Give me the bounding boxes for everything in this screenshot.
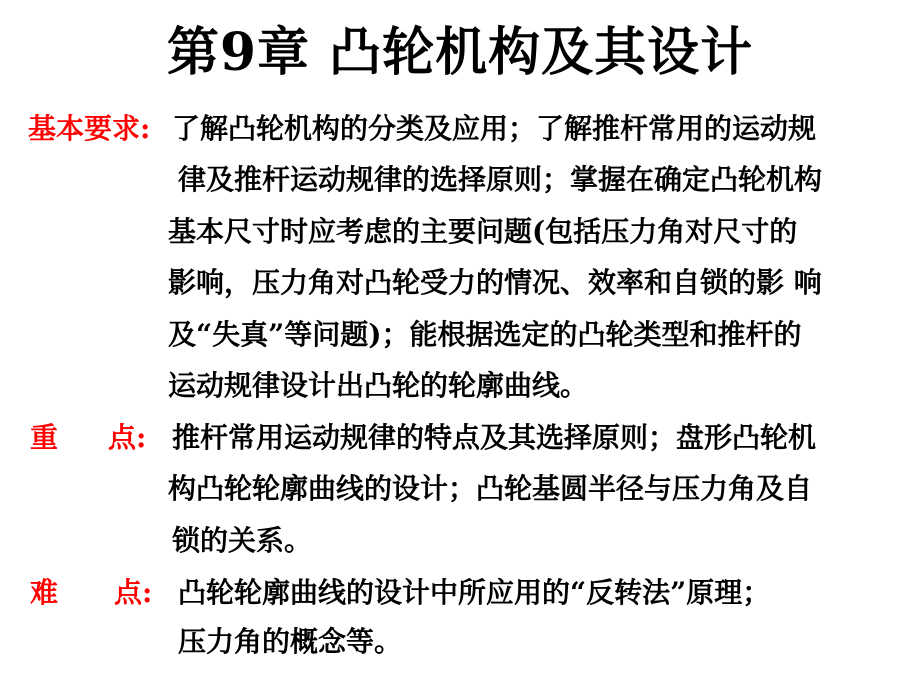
difficulties-line-2: 压力角的概念等。 (178, 625, 403, 658)
slide-title: 第9章 凸轮机构及其设计 (166, 22, 754, 83)
difficulties-label-char2: 点: (114, 576, 153, 609)
key-points-label-char1: 重 (30, 421, 59, 454)
requirements-line-4: 影响，压力角对凸轮受力的情况、效率和自锁的影 响 (168, 266, 822, 299)
key-points-line-1: 推杆常用运动规律的特点及其选择原则；盘形凸轮机 (172, 421, 817, 454)
requirements-line-6: 运动规律设计出凸轮的轮廓曲线。 (168, 369, 589, 402)
key-points-line-3: 锁的关系。 (172, 524, 313, 557)
difficulties-label-char1: 难 (30, 576, 59, 609)
requirements-line-3: 基本尺寸时应考虑的主要问题(包括压力角对尺寸的 (168, 215, 798, 248)
requirements-line-2: 律及推杆运动规律的选择原则；掌握在确定凸轮机构 (178, 163, 823, 196)
difficulties-line-1: 凸轮轮廓曲线的设计中所应用的“反转法”原理； (178, 576, 771, 609)
key-points-label-char2: 点: (108, 421, 147, 454)
requirements-label: 基本要求: (28, 112, 151, 145)
key-points-line-2: 构凸轮轮廓曲线的设计；凸轮基圆半径与压力角及自 (168, 472, 813, 505)
requirements-line-5: 及“失真”等问题)；能根据选定的凸轮类型和推杆的 (168, 318, 802, 351)
requirements-line-1: 了解凸轮机构的分类及应用；了解推杆常用的运动规 (172, 112, 817, 145)
